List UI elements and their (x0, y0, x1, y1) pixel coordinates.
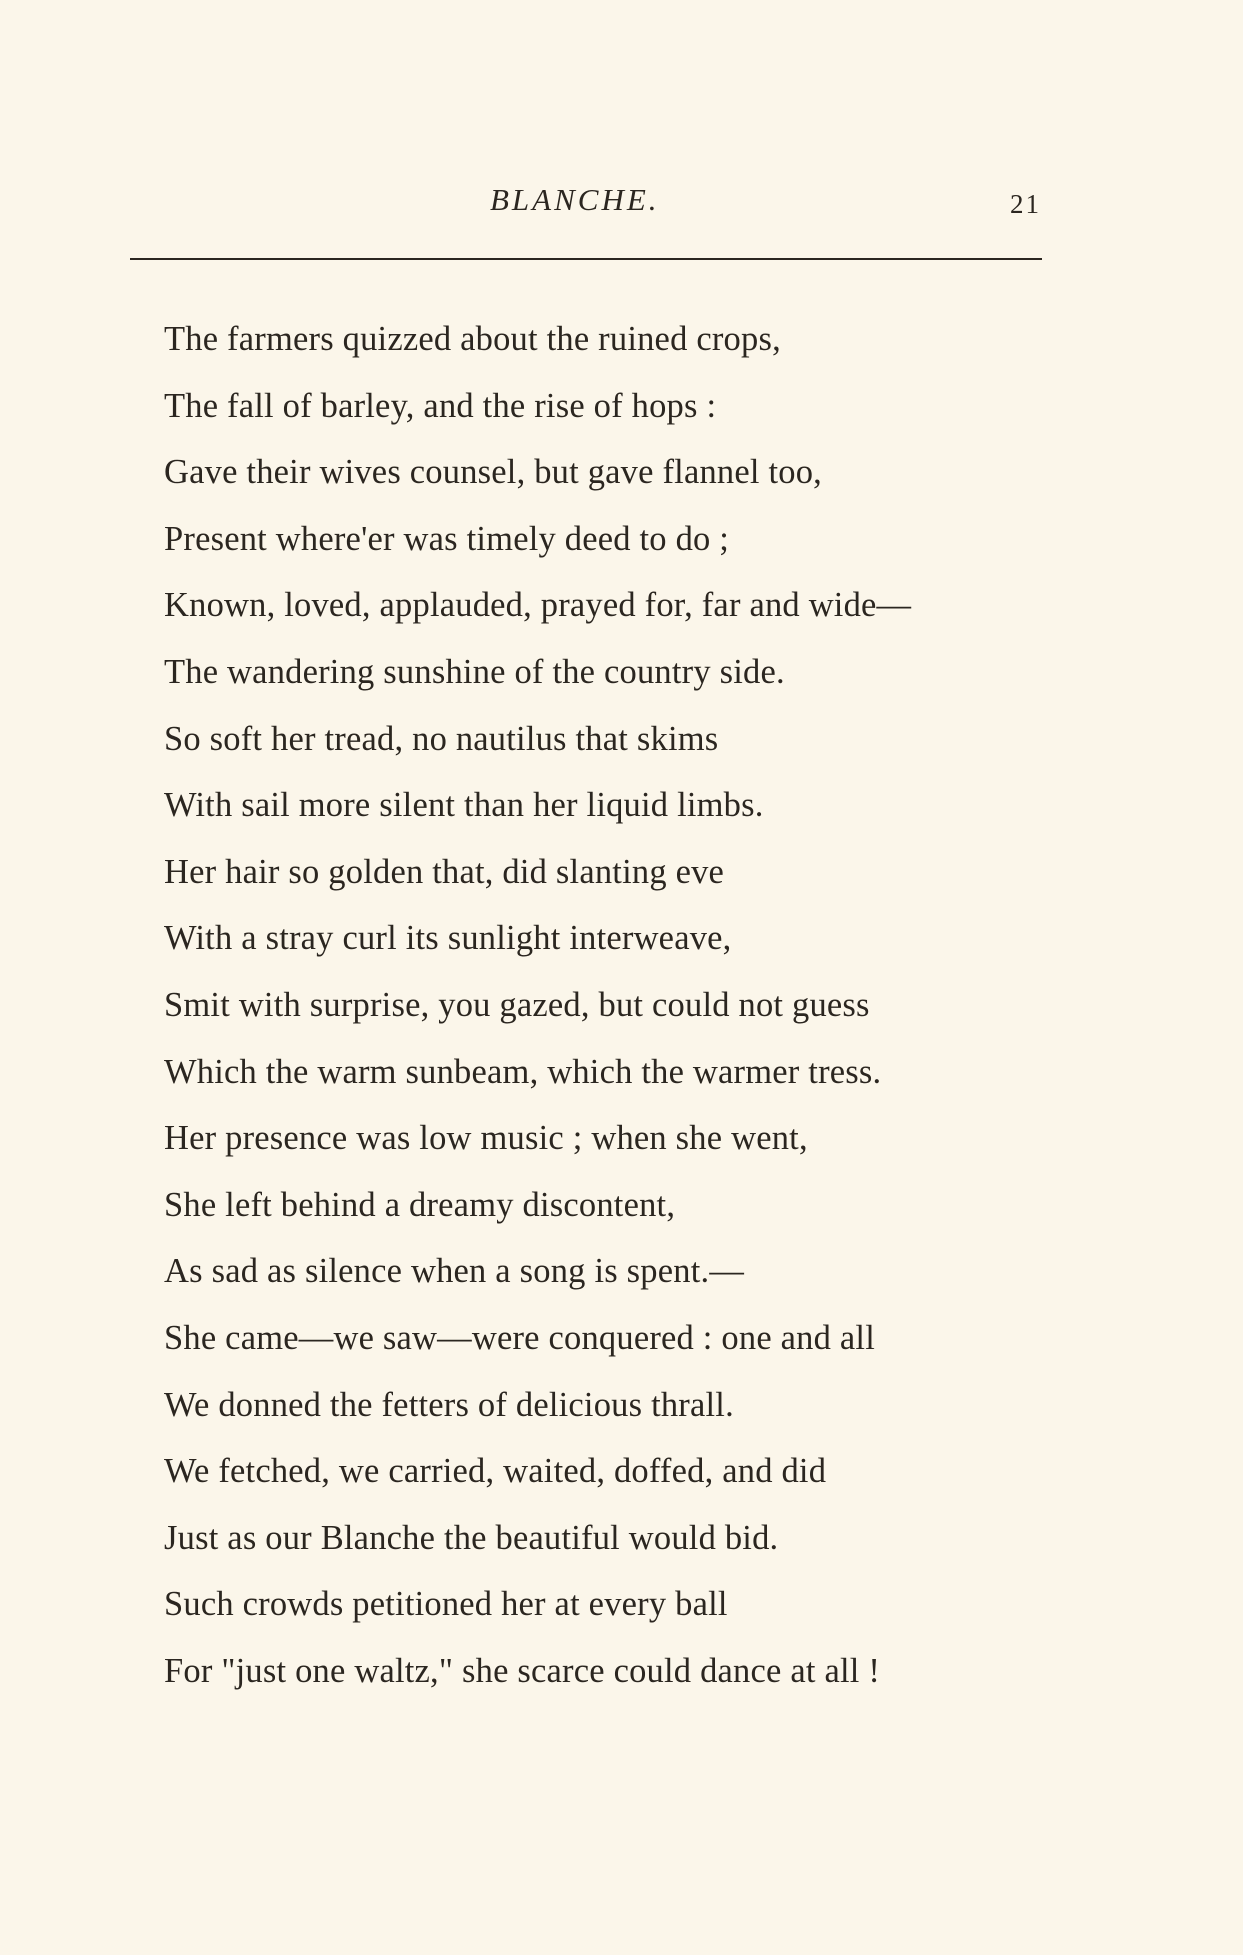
verse-line: Which the warm sunbeam, which the warmer tress. (164, 1052, 882, 1091)
verse-line: Present where'er was timely deed to do ; (164, 519, 730, 558)
verse-line: With a stray curl its sunlight interweave, (164, 919, 732, 958)
verse-line: She left behind a dreamy discontent, (164, 1185, 676, 1224)
verse-line: As sad as silence when a song is spent.— (164, 1252, 745, 1291)
verse-line: The farmers quizzed about the ruined crops, (164, 320, 781, 358)
verse-line: The fall of barley, and the rise of hops : (164, 386, 717, 425)
running-title: BLANCHE. (490, 182, 660, 217)
header-rule (130, 258, 1042, 260)
verse-line: Smit with surprise, you gazed, but could not guess (164, 985, 870, 1024)
verse-line: We fetched, we carried, waited, doffed, and did (164, 1452, 827, 1491)
verse-line: We donned the fetters of delicious thrall. (164, 1385, 734, 1424)
verse-line: Gave their wives counsel, but gave flannel too, (164, 453, 822, 492)
running-head (0, 180, 1243, 220)
verse-line: Just as our Blanche the beautiful would bid. (164, 1518, 779, 1557)
verse-line: The wandering sunshine of the country side. (164, 652, 785, 691)
verse-line: Such crowds petitioned her at every ball (164, 1585, 728, 1624)
verse-line: Her presence was low music ; when she went, (164, 1119, 808, 1158)
verse-line: So soft her tread, no nautilus that skims (164, 719, 719, 758)
verse-line: She came—we saw—were conquered : one and all (164, 1318, 875, 1357)
page-number: 21 (1010, 189, 1041, 219)
verse-line: Her hair so golden that, did slanting eve (164, 852, 725, 891)
verse-line: With sail more silent than her liquid limbs. (164, 786, 764, 825)
verse-line: Known, loved, applauded, prayed for, far and wide— (164, 586, 912, 625)
poem-verses (164, 306, 1064, 1704)
verse-line: For "just one waltz," she scarce could dance at all ! (164, 1651, 881, 1690)
